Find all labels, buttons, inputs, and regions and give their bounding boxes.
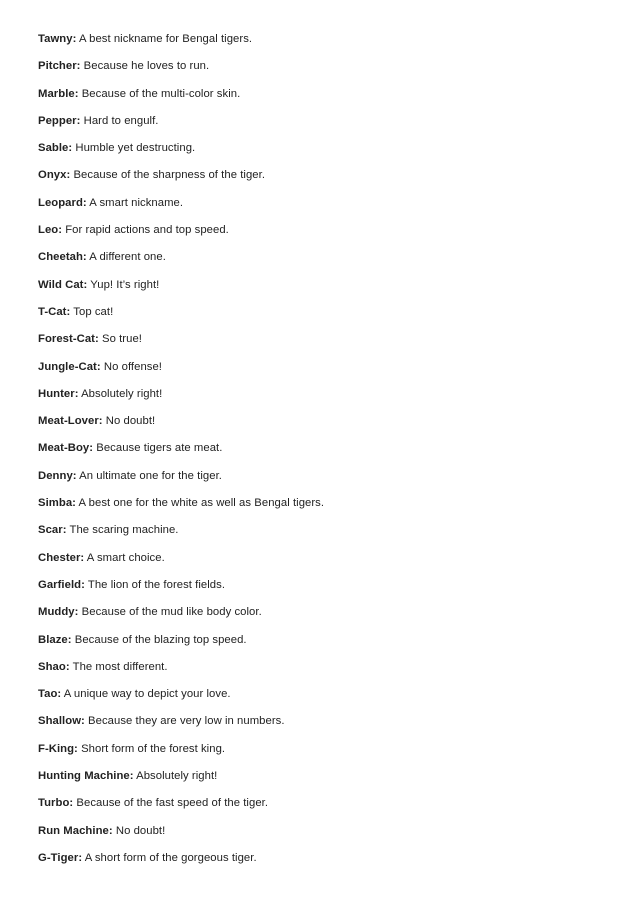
entry-description: Yup! It’s right! xyxy=(87,278,160,291)
list-item xyxy=(38,712,618,739)
entry-name: Marble: xyxy=(38,87,79,100)
entry-name: Blaze: xyxy=(38,633,72,646)
list-item xyxy=(38,358,618,385)
list-item xyxy=(38,576,618,603)
list-item xyxy=(38,658,618,685)
entry-description: Top cat! xyxy=(70,305,114,318)
list-item xyxy=(38,549,618,576)
list-item xyxy=(38,30,618,57)
entry-name: Meat-Lover: xyxy=(38,415,103,428)
list-item xyxy=(38,822,618,849)
list-item xyxy=(38,603,618,630)
entry-name: Leo: xyxy=(38,224,63,237)
entry-description: No offense! xyxy=(100,360,162,373)
entry-name: Muddy: xyxy=(38,606,79,619)
entry-description: The scaring machine. xyxy=(66,524,179,537)
list-item xyxy=(38,412,618,439)
entry-description: Because they are very low in numbers. xyxy=(84,715,285,728)
list-item xyxy=(38,276,618,303)
entry-name: G-Tiger: xyxy=(38,851,83,864)
list-item xyxy=(38,767,618,794)
list-item xyxy=(38,166,618,193)
list-item xyxy=(38,221,618,248)
entry-name: Simba: xyxy=(38,497,76,510)
entry-description: The most different. xyxy=(69,660,168,673)
entry-description: Hard to engulf. xyxy=(80,114,159,127)
entry-description: Because of the fast speed of the tiger. xyxy=(73,797,269,810)
entry-description: A unique way to depict your love. xyxy=(61,688,231,701)
entry-name: Turbo: xyxy=(38,797,74,810)
entry-description: A different one. xyxy=(86,251,166,264)
entry-name: Hunting Machine: xyxy=(38,770,134,783)
entry-name: Shao: xyxy=(38,660,70,673)
entry-name: Chester: xyxy=(38,551,85,564)
entry-name: Jungle-Cat: xyxy=(38,360,101,373)
list-item xyxy=(38,330,618,357)
entry-description: Absolutely right! xyxy=(133,770,218,783)
entry-description: A short form of the gorgeous tiger. xyxy=(82,851,257,864)
entry-name: Denny: xyxy=(38,469,77,482)
list-item xyxy=(38,194,618,221)
entry-description: So true! xyxy=(98,333,142,346)
entry-name: Wild Cat: xyxy=(38,278,88,291)
list-item xyxy=(38,385,618,412)
entry-name: Leopard: xyxy=(38,196,87,209)
list-item xyxy=(38,439,618,466)
entry-name: Meat-Boy: xyxy=(38,442,94,455)
entry-description: Because of the mud like body color. xyxy=(78,606,262,619)
list-item xyxy=(38,740,618,767)
list-item xyxy=(38,57,618,84)
entry-name: Scar: xyxy=(38,524,67,537)
entry-name: Tao: xyxy=(38,688,62,701)
entry-description: Short form of the forest king. xyxy=(77,742,226,755)
entry-name: Cheetah: xyxy=(38,251,87,264)
entry-name: Forest-Cat: xyxy=(38,333,99,346)
entry-description: Because of the multi-color skin. xyxy=(78,87,241,100)
entry-description: No doubt! xyxy=(112,824,166,837)
entry-name: Sable: xyxy=(38,142,73,155)
entry-name: Pepper: xyxy=(38,114,81,127)
entry-name: T-Cat: xyxy=(38,305,71,318)
entry-description: Absolutely right! xyxy=(78,387,163,400)
entry-name: Tawny: xyxy=(38,33,77,45)
entry-name: Shallow: xyxy=(38,715,85,728)
entry-name: Pitcher: xyxy=(38,60,81,73)
entry-name: F-King: xyxy=(38,742,78,755)
list-item xyxy=(38,631,618,658)
list-item xyxy=(38,303,618,330)
entry-description: A smart nickname. xyxy=(86,196,184,209)
list-item xyxy=(38,467,618,494)
list-item xyxy=(38,139,618,166)
list-item xyxy=(38,85,618,112)
entry-description: No doubt! xyxy=(102,415,156,428)
entry-description: Because of the blazing top speed. xyxy=(71,633,247,646)
entry-description: Because he loves to run. xyxy=(80,60,210,73)
entry-description: Because tigers ate meat. xyxy=(93,442,223,455)
entry-name: Garfield: xyxy=(38,578,85,591)
entry-description: A best nickname for Bengal tigers. xyxy=(76,33,253,45)
document-page xyxy=(38,30,618,876)
entry-description: Humble yet destructing. xyxy=(72,142,196,155)
list-item xyxy=(38,849,618,876)
entry-description: A smart choice. xyxy=(84,551,165,564)
entry-name: Hunter: xyxy=(38,387,79,400)
list-item xyxy=(38,794,618,821)
list-item xyxy=(38,248,618,275)
list-item xyxy=(38,112,618,139)
entry-name: Run Machine: xyxy=(38,824,113,837)
entry-description: Because of the sharpness of the tiger. xyxy=(70,169,266,182)
list-item xyxy=(38,685,618,712)
entry-description: An ultimate one for the tiger. xyxy=(76,469,222,482)
entry-name: Onyx: xyxy=(38,169,71,182)
entry-description: The lion of the forest fields. xyxy=(84,578,226,591)
list-item xyxy=(38,521,618,548)
entry-description: For rapid actions and top speed. xyxy=(62,224,229,237)
list-item xyxy=(38,494,618,521)
entry-description: A best one for the white as well as Bengal tigers. xyxy=(75,497,325,510)
